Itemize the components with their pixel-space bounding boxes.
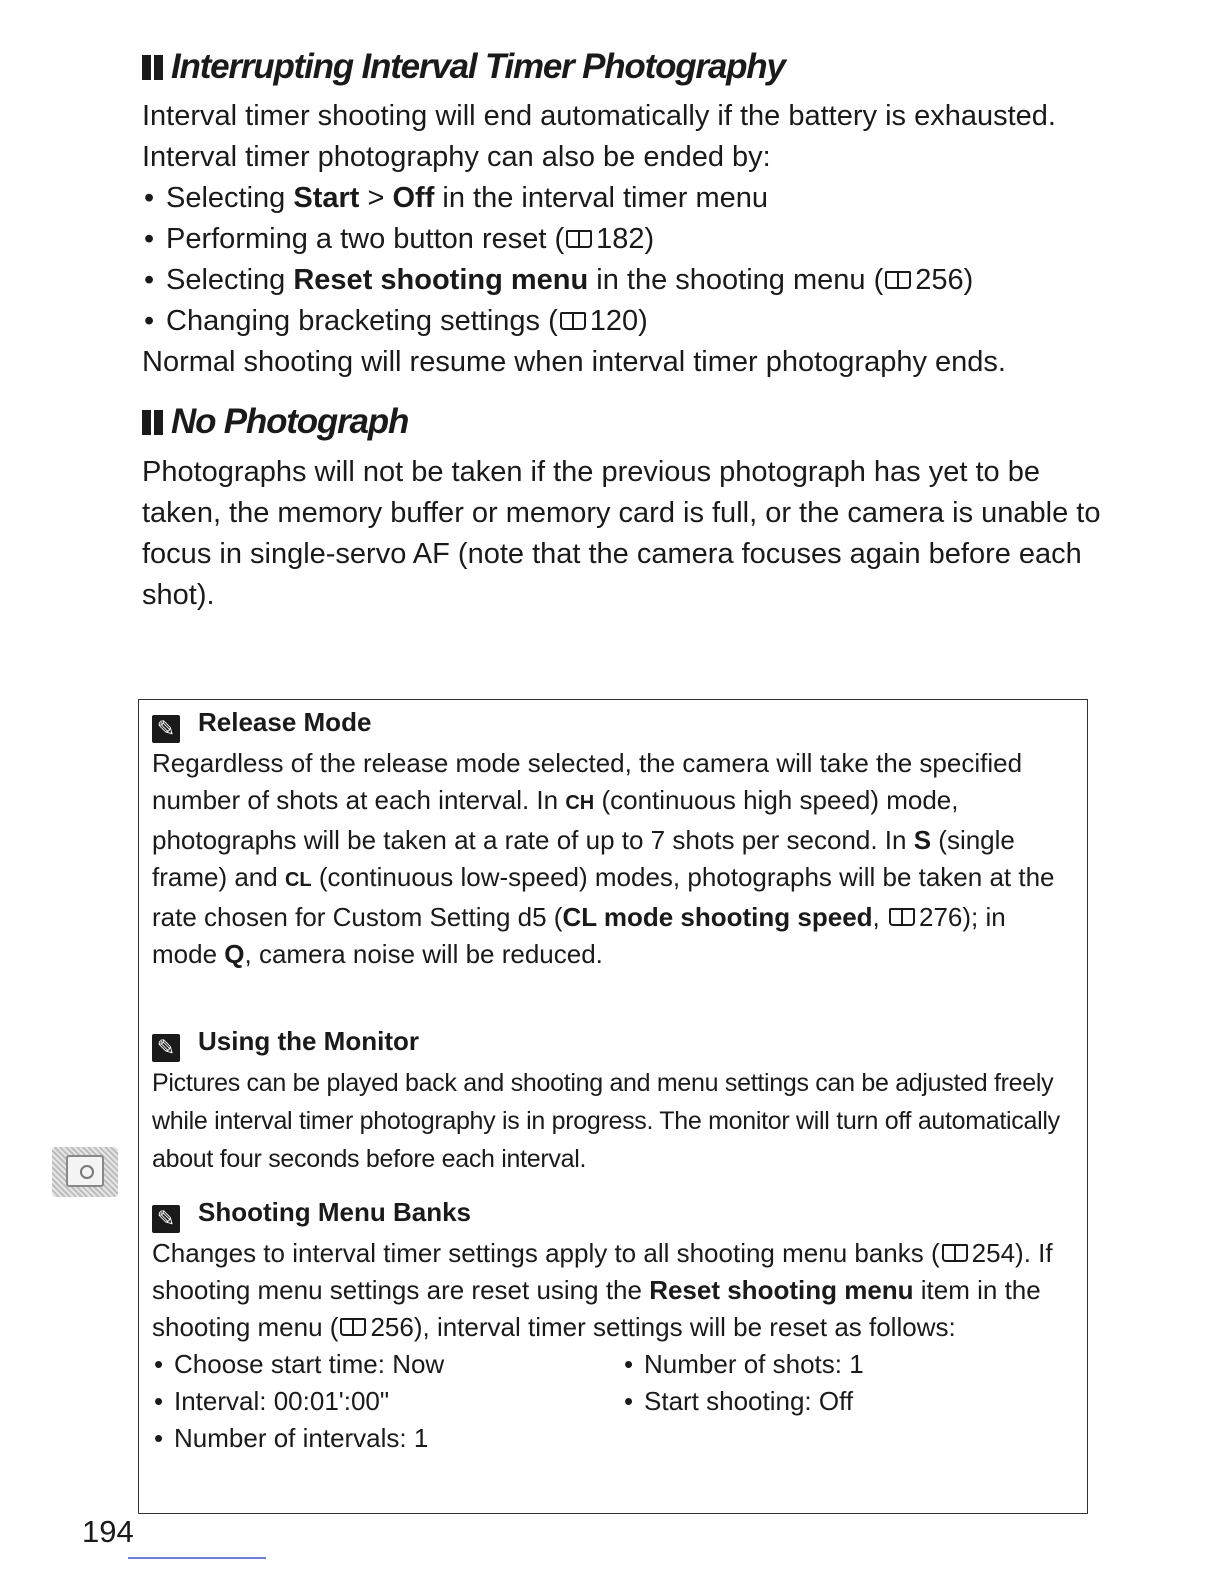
list-item: • Interval: 00:01':00" [152, 1383, 444, 1420]
page-number: 194 [82, 1514, 134, 1549]
book-ref-icon [885, 271, 911, 289]
list-item: • Number of intervals: 1 [152, 1420, 444, 1457]
reset-values-left [152, 1346, 444, 1457]
book-ref-icon [340, 1318, 366, 1336]
book-ref-icon [942, 1244, 968, 1262]
section-body-interrupting [142, 96, 1102, 383]
note-title: ✎ Release Mode [152, 704, 1074, 743]
list-item: • Changing bracketing settings ( 120) [142, 301, 1102, 342]
pencil-note-icon: ✎ [152, 1205, 180, 1233]
note-shooting-menu-banks [152, 1194, 1074, 1458]
reset-values-right [622, 1346, 864, 1420]
section-heading-no-photograph: No Photograph [142, 402, 408, 442]
page-underline [128, 1557, 266, 1559]
chapter-tab [52, 1147, 118, 1197]
book-ref-icon [560, 312, 586, 330]
end-methods-list [142, 178, 1102, 342]
book-ref-icon [566, 230, 592, 248]
pencil-note-icon: ✎ [152, 1034, 180, 1062]
list-item: • Start shooting: Off [622, 1383, 864, 1420]
list-item: • Number of shots: 1 [622, 1346, 864, 1383]
pencil-note-icon: ✎ [152, 715, 180, 743]
reset-values-list [152, 1346, 1074, 1458]
note-text: Regardless of the release mode selected, the camera will take the specified number of shots at each interval. In CH (continuous high speed) mode, photographs will be taken at a rate of up to 7 shots per second. In S (single frame) and CL (continuous low-speed) modes, photographs will be taken at the rate chosen for Custom Setting d5 (CL mode shooting speed, 276); in mode Q, camera noise will be reduced. [152, 748, 1055, 969]
note-using-monitor [152, 1023, 1074, 1178]
note-title: ✎ Using the Monitor [152, 1023, 1074, 1062]
book-ref-icon [889, 908, 915, 926]
intro-text: Interval timer shooting will end automatically if the battery is exhausted. Interval timer photography can also be ended by: [142, 100, 1056, 173]
list-item: • Choose start time: Now [152, 1346, 444, 1383]
list-item: • Selecting Start > Off in the interval timer menu [142, 178, 1102, 219]
note-text: Changes to interval timer settings apply to all shooting menu banks ( 254). If shooting menu settings are reset using the Reset shooting menu item in the shooting menu ( 256), interval timer settings will be reset as follows: [152, 1238, 1053, 1342]
section-body-no-photograph: Photographs will not be taken if the previous photograph has yet to be taken, the memory buffer or memory card is full, or the camera is unable to focus in single-servo AF (note that the camera focuses again before each shot). [142, 456, 1101, 611]
list-item: • Performing a two button reset ( 182) [142, 219, 1102, 260]
note-title: ✎ Shooting Menu Banks [152, 1194, 1074, 1233]
section-heading-interrupting: Interrupting Interval Timer Photography [142, 47, 785, 87]
note-text: Pictures can be played back and shooting and menu settings can be adjusted freely while interval timer photography is in progress. The monitor will turn off automatically about four seconds before each interval. [152, 1069, 1060, 1173]
outro-text: Normal shooting will resume when interval timer photography ends. [142, 346, 1006, 378]
section-mark-icon [142, 410, 151, 435]
section-mark-icon [142, 55, 151, 80]
list-item: • Selecting Reset shooting menu in the shooting menu ( 256) [142, 260, 1102, 301]
note-release-mode [152, 704, 1074, 973]
shooting-menu-icon [66, 1155, 104, 1187]
